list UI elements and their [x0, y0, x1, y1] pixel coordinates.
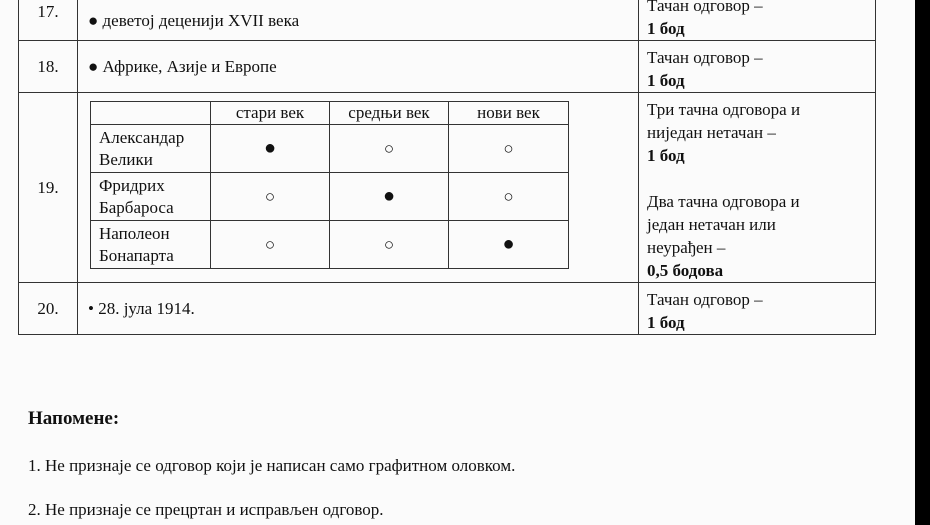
- points-value: 1 бод: [647, 146, 685, 165]
- filled-dot-icon: ●: [211, 125, 330, 173]
- question-number: 17.: [19, 0, 78, 41]
- points-cell: [639, 41, 876, 93]
- points-label: Тачан одговор –: [647, 290, 763, 309]
- answer-key-table: [18, 0, 876, 335]
- empty-dot-icon: ○: [449, 173, 569, 221]
- era-grid: [90, 101, 569, 269]
- empty-dot-icon: ○: [449, 125, 569, 173]
- answer-text: • 28. јула 1914.: [78, 283, 639, 335]
- question-number: 20.: [19, 283, 78, 335]
- name-line: Бонапарта: [99, 245, 174, 265]
- points-value: 0,5 бодова: [647, 261, 724, 280]
- filled-dot-icon: ●: [330, 173, 449, 221]
- answer-text: ● Африке, Азије и Европе: [78, 41, 639, 93]
- points-cell: [639, 0, 876, 41]
- question-number: 19.: [19, 93, 78, 283]
- answer-text: ● деветој деценији XVII века: [78, 0, 639, 41]
- empty-dot-icon: ○: [211, 173, 330, 221]
- grid-row-name: [91, 221, 211, 269]
- grid-header: стари век: [211, 102, 330, 125]
- grid-row-name: [91, 173, 211, 221]
- points-value: 1 бод: [647, 71, 685, 90]
- empty-dot-icon: ○: [211, 221, 330, 269]
- points-label: један нетачан или: [647, 215, 776, 234]
- points-label: неурађен –: [647, 238, 726, 257]
- points-cell: [639, 283, 876, 335]
- table-row: [19, 41, 876, 93]
- grid-header: средњи век: [330, 102, 449, 125]
- name-line: Фридрих: [99, 175, 165, 195]
- points-value: 1 бод: [647, 19, 685, 38]
- note-item: 1. Не признаје се одговор који је написан само графитном оловком.: [28, 456, 516, 475]
- table-row: [19, 0, 876, 41]
- name-line: Велики: [99, 149, 153, 169]
- grid-header: нови век: [449, 102, 569, 125]
- name-line: Барбароса: [99, 197, 174, 217]
- question-number: 18.: [19, 41, 78, 93]
- notes-heading: Напомене:: [28, 408, 120, 429]
- points-label: Тачан одговор –: [647, 48, 763, 67]
- filled-dot-icon: ●: [449, 221, 569, 269]
- name-line: Наполеон: [99, 223, 170, 243]
- points-label: Тачан одговор –: [647, 0, 763, 15]
- grid-corner: [91, 102, 211, 125]
- spacer: [647, 167, 867, 190]
- name-line: Александар: [99, 127, 185, 147]
- table-row: [19, 93, 876, 283]
- table-row: [19, 283, 876, 335]
- answer-grid-cell: [78, 93, 639, 283]
- points-label: Три тачна одговора и: [647, 100, 801, 119]
- points-cell: [639, 93, 876, 283]
- empty-dot-icon: ○: [330, 221, 449, 269]
- note-item: 2. Не признаје се прецртан и исправљен одговор.: [28, 500, 384, 519]
- grid-row-name: [91, 125, 211, 173]
- points-label: ниједан нетачан –: [647, 123, 776, 142]
- points-label: Два тачна одговора и: [647, 192, 800, 211]
- points-value: 1 бод: [647, 313, 685, 332]
- empty-dot-icon: ○: [330, 125, 449, 173]
